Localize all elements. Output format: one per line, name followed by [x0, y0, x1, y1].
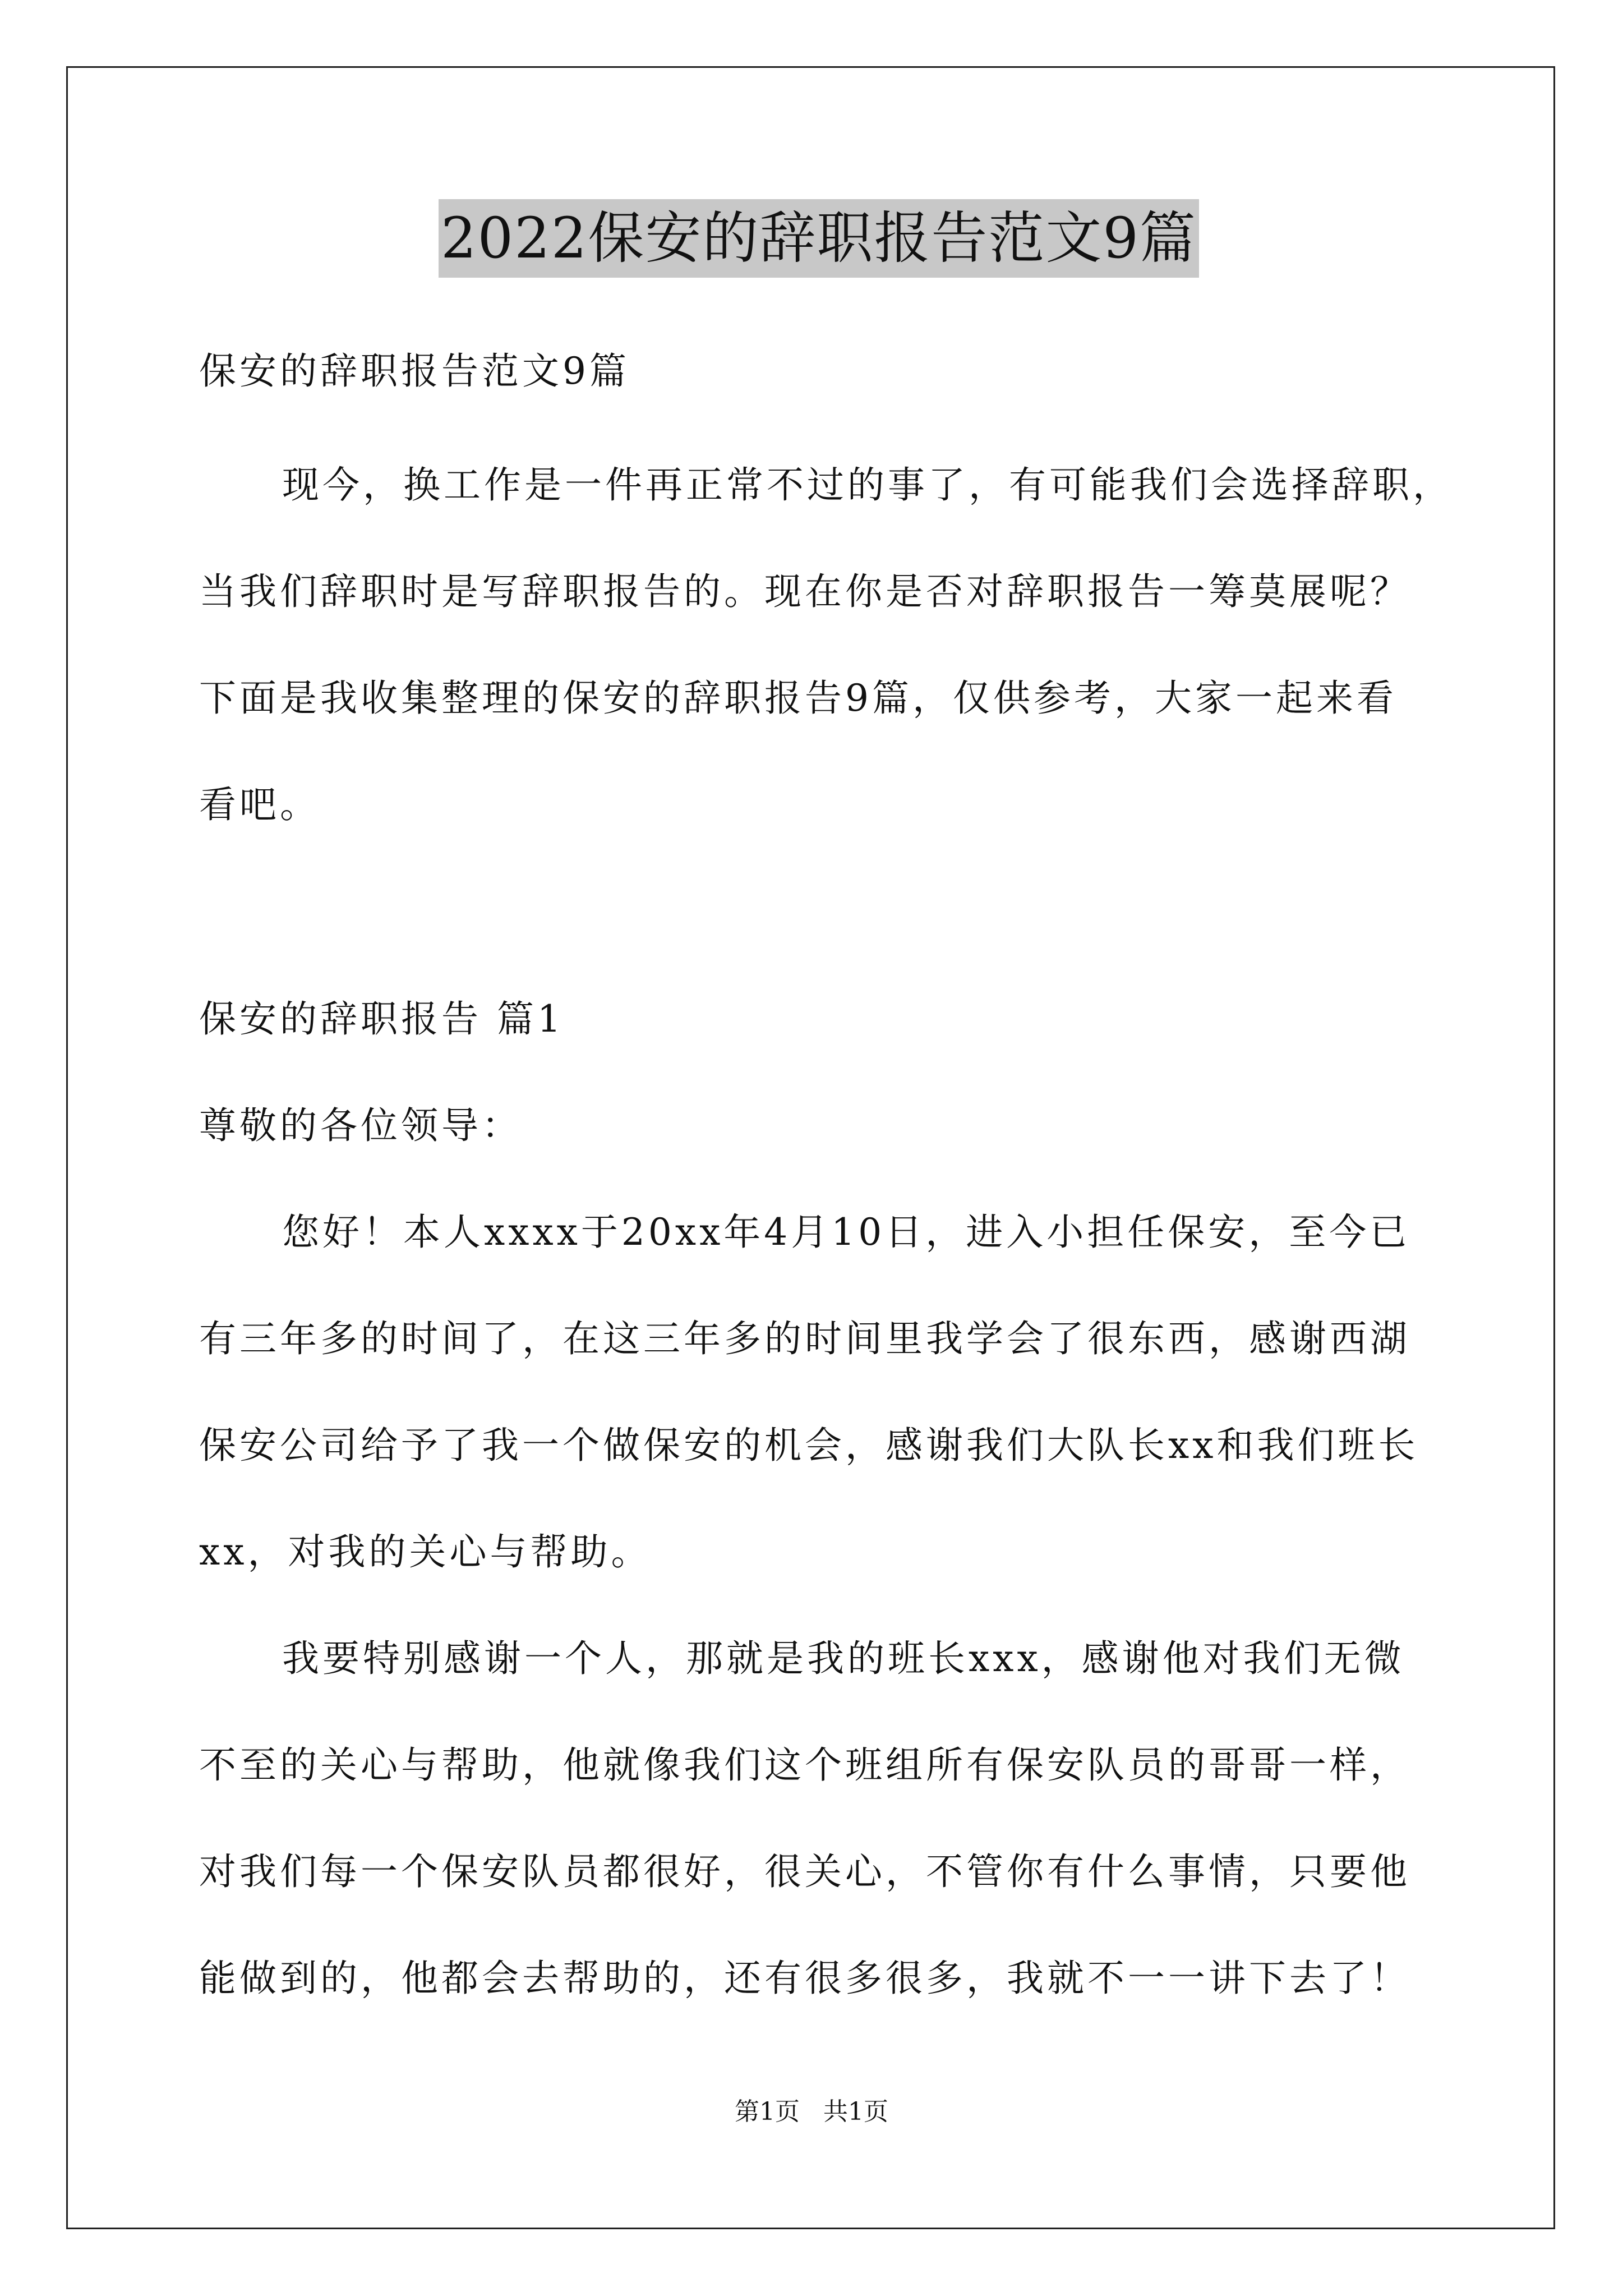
page-footer: 第1页 共1页	[735, 2097, 888, 2126]
paragraph-line: 有三年多的时间了，在这三年多的时间里我学会了很东西，感谢西湖	[199, 1317, 1410, 1360]
intro-line: 现今，换工作是一件再正常不过的事了，有可能我们会选择辞职，	[282, 463, 1453, 507]
section-heading: 保安的辞职报告 篇1	[199, 997, 564, 1041]
document-subtitle: 保安的辞职报告范文9篇	[199, 349, 630, 393]
intro-line: 看吧。	[199, 783, 320, 826]
salutation: 尊敬的各位领导：	[199, 1104, 522, 1147]
paragraph-line: 您好！本人xxxx于20xx年4月10日，进入小担任保安，至今已	[282, 1211, 1410, 1254]
intro-line: 当我们辞职时是写辞职报告的。现在你是否对辞职报告一筹莫展呢？	[199, 570, 1410, 613]
paragraph-line: xx，对我的关心与帮助。	[199, 1530, 652, 1573]
paragraph-line: 不至的关心与帮助，他就像我们这个班组所有保安队员的哥哥一样，	[199, 1743, 1410, 1787]
paragraph-line: 对我们每一个保安队员都很好，很关心，不管你有什么事情，只要他	[199, 1850, 1410, 1893]
document-title: 2022保安的辞职报告范文9篇	[439, 199, 1199, 278]
paragraph-line: 保安公司给予了我一个做保安的机会，感谢我们大队长xx和我们班长	[199, 1424, 1419, 1467]
paragraph-line: 我要特别感谢一个人，那就是我的班长xxx，感谢他对我们无微	[282, 1637, 1405, 1680]
paragraph-line: 能做到的，他都会去帮助的，还有很多很多，我就不一一讲下去了！	[199, 1957, 1410, 2000]
title-wrap	[199, 199, 1438, 278]
intro-line: 下面是我收集整理的保安的辞职报告9篇，仅供参考，大家一起来看	[199, 677, 1397, 720]
